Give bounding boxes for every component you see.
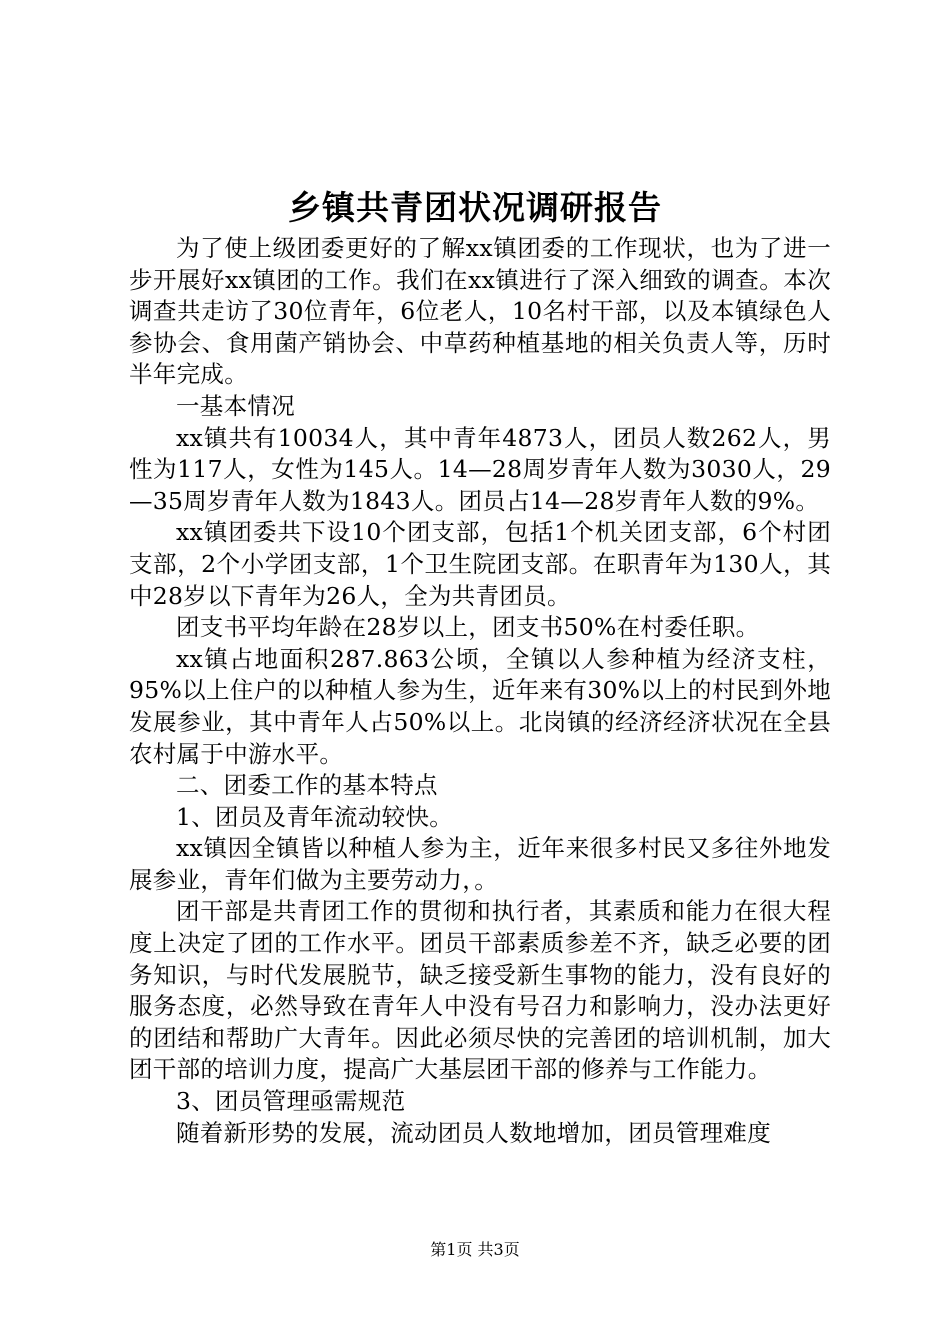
paragraph-population: xx镇共有10034人，其中青年4873人，团员人数262人，男性为117人，女性为145人。14—28周岁青年人数为3030人，29—35周岁青年人数为1843人。团员占14—28岁青年人数的9%。 (129, 423, 831, 515)
document-title: 乡镇共青团状况调研报告 (288, 188, 662, 227)
paragraph-branches: xx镇团委共下设10个团支部，包括1个机关团支部，6个村团支部，2个小学团支部，1个卫生院团支部。在职青年为130人，其中28岁以下青年为26人，全为共青团员。 (129, 518, 831, 610)
paragraph-management: 随着新形势的发展，流动团员人数地增加，团员管理难度 (176, 1118, 771, 1147)
paragraph-intro: 为了使上级团委更好的了解xx镇团委的工作现状，也为了进一步开展好xx镇团的工作。我们在xx镇进行了深入细致的调查。本次调查共走访了30位青年，6位老人，10名村干部，以及本镇绿色人参协会、食用菌产销协会、中草药种植基地的相关负责人等，历时半年完成。 (129, 234, 831, 389)
paragraph-economy: xx镇占地面积287.863公顷，全镇以人参种植为经济支柱，95%以上住户的以种植人参为生，近年来有30%以上的村民到外地发展参业，其中青年人占50%以上。北岗镇的经济经济状况在全县农村属于中游水平。 (129, 644, 831, 768)
paragraph-mobility: xx镇因全镇皆以种植人参为主，近年来很多村民又多往外地发展参业，青年们做为主要劳动力，。 (129, 834, 831, 894)
paragraph-cadres: 团干部是共青团工作的贯彻和执行者，其素质和能力在很大程度上决定了团的工作水平。团员干部素质参差不齐，缺乏必要的团务知识，与时代发展脱节，缺乏接受新生事物的能力，没有良好的服务态度，必然导致在青年人中没有号召力和影响力，没办法更好的团结和帮助广大青年。因此必须尽快的完善团的培训机制，加大团干部的培训力度，提高广大基层团干部的修养与工作能力。 (129, 897, 831, 1084)
section-heading-basic-situation: 一基本情况 (176, 391, 295, 420)
paragraph-secretary-age: 团支书平均年龄在28岁以上，团支书50%在村委任职。 (176, 613, 760, 642)
page-number-footer: 第1页 共3页 (430, 1240, 520, 1259)
subheading-management: 3、团员管理亟需规范 (176, 1087, 406, 1116)
section-heading-features: 二、团委工作的基本特点 (176, 771, 438, 800)
subheading-mobility: 1、团员及青年流动较快。 (176, 802, 454, 831)
document-body (129, 233, 831, 1149)
